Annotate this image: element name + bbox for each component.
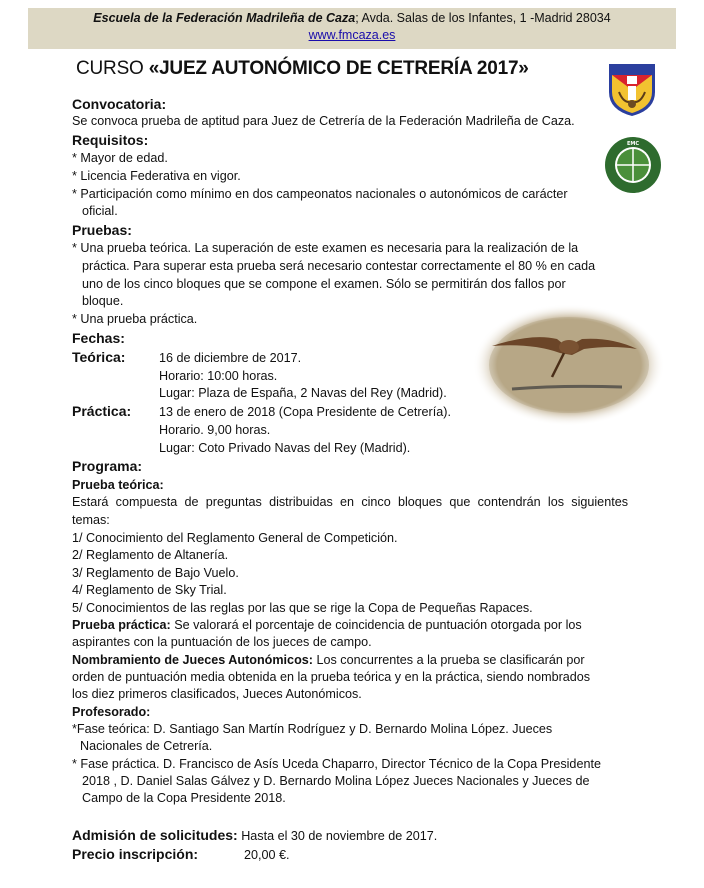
- convocatoria-heading: Convocatoria:: [72, 96, 167, 112]
- prueba-teorica-heading: Prueba teórica:: [72, 478, 164, 492]
- pruebas-line: uno de los cinco bloques que se compone el examen. Sólo se permitirán dos fallos por: [82, 277, 566, 291]
- profesorado-line: * Fase práctica. D. Francisco de Asís Uceda Chaparro, Director Técnico de la Copa Presidente: [72, 757, 601, 771]
- practica-horario: Horario. 9,00 horas.: [159, 423, 271, 437]
- requisito-item: * Licencia Federativa en vigor.: [72, 169, 241, 183]
- precio-value: 20,00 €.: [244, 848, 290, 862]
- teorica-desc: Estará compuesta de preguntas distribuidas en cinco bloques que contendrán los siguientes: [72, 495, 628, 509]
- practica-label: Práctica:: [72, 403, 132, 419]
- tema-item: 5/ Conocimientos de las reglas por las que se rige la Copa de Pequeñas Rapaces.: [72, 601, 533, 615]
- practica-date: 13 de enero de 2018 (Copa Presidente de Cetrería).: [159, 405, 451, 419]
- nombramiento-text: los diez primeros clasificados, Jueces Autonómicos.: [72, 687, 362, 701]
- profesorado-line: *Fase teórica: D. Santiago San Martín Rodríguez y D. Bernardo Molina López. Jueces: [72, 722, 553, 736]
- tema-item: 1/ Conocimiento del Reglamento General de Competición.: [72, 531, 398, 545]
- profesorado-heading: Profesorado:: [72, 705, 151, 719]
- profesorado-line: 2018 , D. Daniel Salas Gálvez y D. Bernardo Molina López Jueces Nacionales y Jueces de: [82, 774, 590, 788]
- teorica-desc: temas:: [72, 513, 110, 527]
- org-name: Escuela de la Federación Madrileña de Caza: [93, 11, 356, 25]
- nombramiento-text: Los concurrentes a la prueba se clasificarán por: [312, 653, 585, 667]
- header-bar: [28, 8, 676, 49]
- prueba-practica-text: Se valorará el porcentaje de coincidencia de puntuación otorgada por los: [170, 618, 582, 632]
- practica-lugar: Lugar: Coto Privado Navas del Rey (Madrid).: [159, 441, 411, 455]
- requisito-item: * Participación como mínimo en dos campeonatos nacionales o autonómicos de carácter: [72, 187, 568, 201]
- title-main: «JUEZ AUTONÓMICO DE CETRERÍA 2017»: [148, 58, 529, 79]
- teorica-horario: Horario: 10:00 horas.: [159, 369, 278, 383]
- requisito-item-cont: oficial.: [82, 204, 118, 218]
- svg-text:EMC: EMC: [626, 141, 640, 147]
- title-prefix: CURSO: [76, 58, 149, 79]
- page-title: [76, 58, 529, 80]
- nombramiento-line: [72, 652, 585, 670]
- programa-heading: Programa:: [72, 458, 143, 474]
- admision-line: [72, 827, 437, 846]
- teorica-label: Teórica:: [72, 349, 126, 365]
- pruebas-heading: Pruebas:: [72, 222, 132, 238]
- address: ; Avda. Salas de los Infantes, 1 -Madrid 28034: [355, 11, 611, 25]
- requisitos-heading: Requisitos:: [72, 132, 149, 148]
- precio-label: Precio inscripción:: [72, 846, 199, 862]
- teorica-lugar: Lugar: Plaza de España, 2 Navas del Rey (Madrid).: [159, 386, 447, 400]
- prueba-practica-text: aspirantes con la puntuación de los jueces de campo.: [72, 635, 372, 649]
- prueba-practica-line: [72, 617, 582, 635]
- prueba-practica-label: Prueba práctica:: [72, 618, 171, 632]
- admision-label: Admisión de solicitudes:: [72, 827, 238, 843]
- falcon-photo: [472, 303, 666, 427]
- nombramiento-text: orden de puntuación media obtenida en la prueba teórica y en la práctica, siendo nombrados: [72, 670, 591, 684]
- pruebas-line: práctica. Para superar esta prueba será necesario contestar correctamente el 80 % en cada: [82, 259, 596, 273]
- fechas-heading: Fechas:: [72, 330, 125, 346]
- tema-item: 3/ Reglamento de Bajo Vuelo.: [72, 566, 239, 580]
- requisito-item: * Mayor de edad.: [72, 151, 168, 165]
- federation-crest-logo: [607, 62, 657, 118]
- convocatoria-text: Se convoca prueba de aptitud para Juez de Cetrería de la Federación Madrileña de Caza.: [72, 114, 575, 128]
- admision-value: Hasta el 30 de noviembre de 2017.: [241, 829, 438, 843]
- website-link[interactable]: www.fmcaza.es: [308, 28, 396, 42]
- emc-school-logo: [604, 136, 662, 194]
- tema-item: 4/ Reglamento de Sky Trial.: [72, 583, 227, 597]
- profesorado-line: Campo de la Copa Presidente 2018.: [82, 791, 286, 805]
- pruebas-line: * Una prueba práctica.: [72, 312, 198, 326]
- nombramiento-label: Nombramiento de Jueces Autonómicos:: [72, 653, 313, 667]
- teorica-date: 16 de diciembre de 2017.: [159, 351, 302, 365]
- pruebas-line: * Una prueba teórica. La superación de este examen es necesaria para la realización de la: [72, 241, 579, 255]
- profesorado-line: Nacionales de Cetrería.: [80, 739, 213, 753]
- precio-line: [72, 846, 290, 865]
- pruebas-line: bloque.: [82, 294, 124, 308]
- tema-item: 2/ Reglamento de Altanería.: [72, 548, 229, 562]
- header-address-line: [28, 10, 676, 27]
